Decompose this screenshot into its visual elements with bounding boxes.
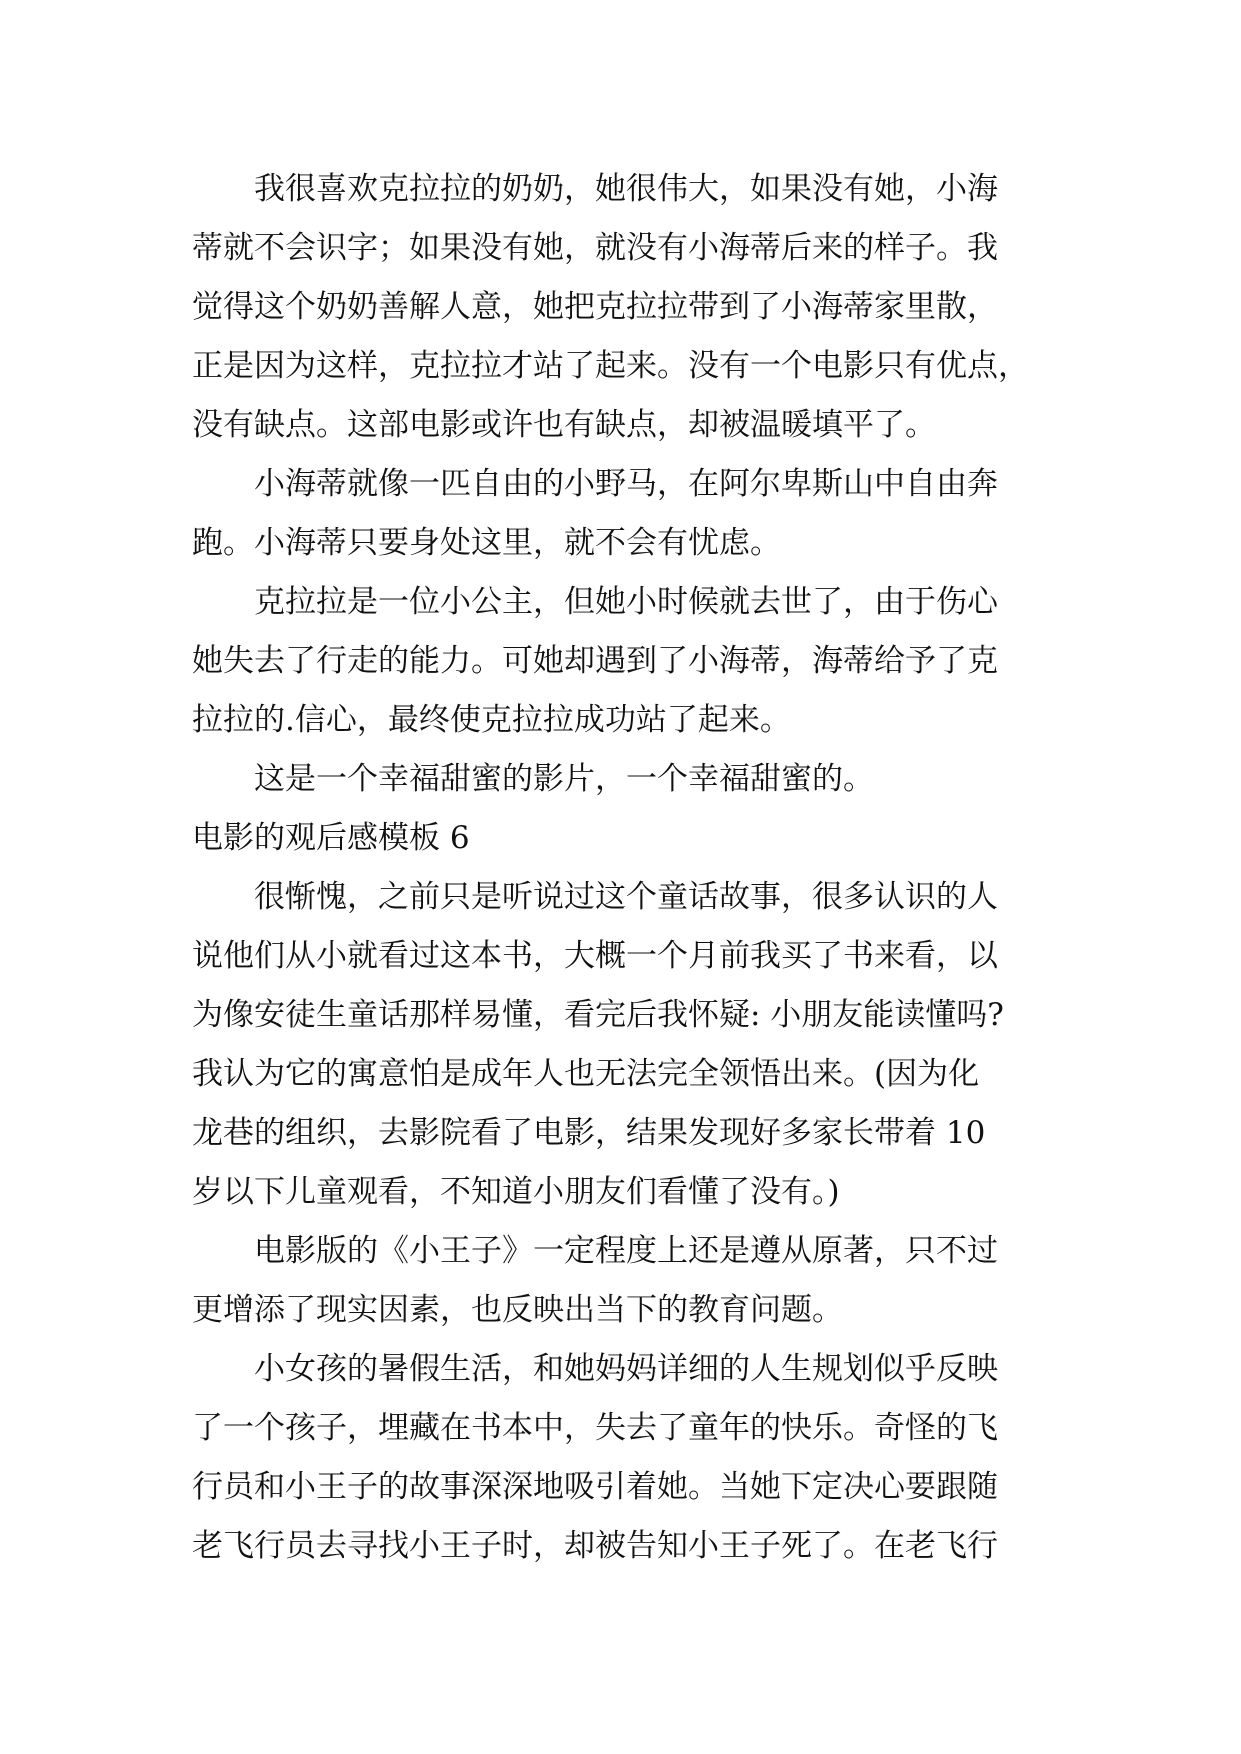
text-line: 小海蒂就像一匹自由的小野马，在阿尔卑斯山中自由奔 [192,466,998,502]
paragraph-movie-version [192,1222,1067,1340]
text-line: 觉得这个奶奶善解人意，她把克拉拉带到了小海蒂家里散， [192,289,998,325]
text-line: 她失去了行走的能力。可她却遇到了小海蒂，海蒂给予了克 [192,643,998,679]
text-line: 小女孩的暑假生活，和她妈妈详细的人生规划似乎反映 [192,1351,998,1387]
text-line: 老飞行员去寻找小王子时，却被告知小王子死了。在老飞行 [192,1528,998,1564]
document-body [192,160,1067,1576]
text-line: 行员和小王子的故事深深地吸引着她。当她下定决心要跟随 [192,1469,998,1505]
paragraph-heidi [192,455,1067,573]
paragraph-little-prince-intro [192,868,1067,1222]
text-line: 说他们从小就看过这本书，大概一个月前我买了书来看，以 [192,938,998,974]
text-line: 岁以下儿童观看，不知道小朋友们看懂了没有。) [192,1174,840,1210]
text-line: 拉拉的.信心，最终使克拉拉成功站了起来。 [192,702,791,738]
text-line: 克拉拉是一位小公主，但她小时候就去世了，由于伤心 [192,584,998,620]
text-line: 蒂就不会识字；如果没有她，就没有小海蒂后来的样子。我 [192,230,998,266]
text-line: 为像安徒生童话那样易懂，看完后我怀疑: 小朋友能读懂吗? [192,997,1004,1033]
text-line: 没有缺点。这部电影或许也有缺点，却被温暖填平了。 [192,407,936,443]
text-line: 我很喜欢克拉拉的奶奶，她很伟大，如果没有她，小海 [192,171,998,207]
text-line: 这是一个幸福甜蜜的影片，一个幸福甜蜜的。 [192,761,874,797]
paragraph-girl-summer [192,1340,1067,1576]
text-line: 了一个孩子，埋藏在书本中，失去了童年的快乐。奇怪的飞 [192,1410,998,1446]
text-line: 龙巷的组织，去影院看了电影，结果发现好多家长带着 10 [192,1115,986,1151]
text-line: 很惭愧，之前只是听说过这个童话故事，很多认识的人 [192,879,998,915]
text-line: 电影版的《小王子》一定程度上还是遵从原著，只不过 [192,1233,998,1269]
text-line: 跑。小海蒂只要身处这里，就不会有忧虑。 [192,525,781,561]
paragraph-grandma [192,160,1067,455]
text-line: 更增添了现实因素，也反映出当下的教育问题。 [192,1292,843,1328]
paragraph-clara [192,573,1067,750]
section-heading: 电影的观后感模板 6 [192,820,470,856]
text-line: 我认为它的寓意怕是成年人也无法完全领悟出来。(因为化 [192,1056,980,1092]
text-line: 正是因为这样，克拉拉才站了起来。没有一个电影只有优点， [192,348,1029,384]
paragraph-summary [192,750,1067,809]
